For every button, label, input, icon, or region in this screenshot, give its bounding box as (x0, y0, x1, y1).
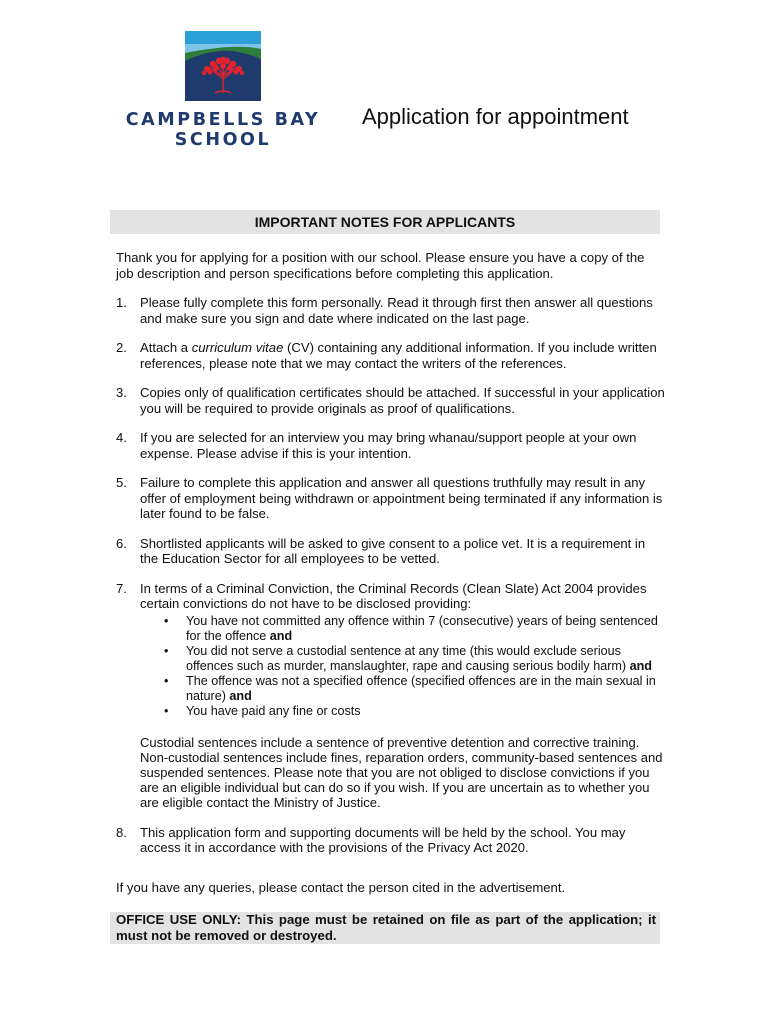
list-item: 8. This application form and supporting documents will be held by the school. You may access it in accordance with the provisions of the Privacy Act 2020. (116, 824, 626, 856)
list-item: 2. Attach a curriculum vitae (CV) containing any additional information. If you include written references, please note that we may contact the writers of the references. (116, 340, 657, 371)
page-title: Application for appointment (362, 104, 629, 129)
bullet-item: • You have paid any fine or costs (164, 704, 666, 719)
school-name: CAMPBELLS BAY SCHOOL (125, 110, 321, 150)
clean-slate-conditions (140, 614, 666, 719)
list-item: 7. In terms of a Criminal Conviction, the Criminal Records (Clean Slate) Act 2004 provides certain convictions do not have to be disclosed providing: • You have not committed any offence within 7 (consecutive) years of being sentenced for the offence and • You did not serve a custodial sentence at any time (this would exclude serious offences such as murder, manslaughter, rape and causing serious bodily harm) and • The offence was not a specified offence (specified offences are in the main sexual in nature) and • You have paid any fine or costs Custodial sentences include a sentence of preventive detention and corrective training. Non-custodial sentences include fines, reparation orders, community-based sentences and suspended sentences. Please note that you are not obliged to disclose convictions if you are an eligible individual but can do so if you wish. If you are uncertain as to whether you are eligible contact the Ministry of Justice. (116, 581, 666, 811)
list-item: 5. Failure to complete this application and answer all questions truthfully may result in any offer of employment being withdrawn or appointment being terminated if any information is later found to be false. (116, 475, 663, 521)
list-item: 4. If you are selected for an interview you may bring whanau/support people at your own expense. Please advise if this is your intention. (116, 430, 637, 461)
office-use-notice: OFFICE USE ONLY: This page must be retained on file as part of the application; it must not be removed or destroyed. (110, 912, 660, 944)
custodial-sentences-paragraph: Custodial sentences include a sentence of preventive detention and corrective training. Non-custodial sentences include fines, reparation orders, community-based sentences and suspended sentences. Please note that you are not obliged to disclose convictions if you are an eligible individual but can do so if you wish. If you are uncertain as to whether you are eligible contact the Ministry of Justice. (140, 734, 663, 811)
list-item: 3. Copies only of qualification certificates should be attached. If successful in your application you will be required to provide originals as proof of qualifications. (116, 385, 665, 416)
bullet-item: • You have not committed any offence within 7 (consecutive) years of being sentenced for the offence and (164, 614, 666, 644)
list-item: 1. Please fully complete this form personally. Read it through first then answer all questions and make sure you sign and date where indicated on the last page. (116, 295, 653, 326)
school-logo-icon (185, 31, 261, 101)
notes-heading: IMPORTANT NOTES FOR APPLICANTS (110, 210, 660, 234)
bullet-item: • The offence was not a specified offence (specified offences are in the main sexual in nature) and (164, 674, 666, 704)
list-item: 6. Shortlisted applicants will be asked to give consent to a police vet. It is a requirement in the Education Sector for all employees to be vetted. (116, 535, 646, 566)
queries-text: If you have any queries, please contact the person cited in the advertisement. (116, 880, 566, 895)
bullet-item: • You did not serve a custodial sentence at any time (this would exclude serious offences such as murder, manslaughter, rape and causing serious bodily harm) and (164, 644, 666, 674)
intro-text: Thank you for applying for a position with our school. Please ensure you have a copy of the job description and person specifications before completing this application. (116, 250, 645, 281)
notes-list (116, 295, 666, 870)
